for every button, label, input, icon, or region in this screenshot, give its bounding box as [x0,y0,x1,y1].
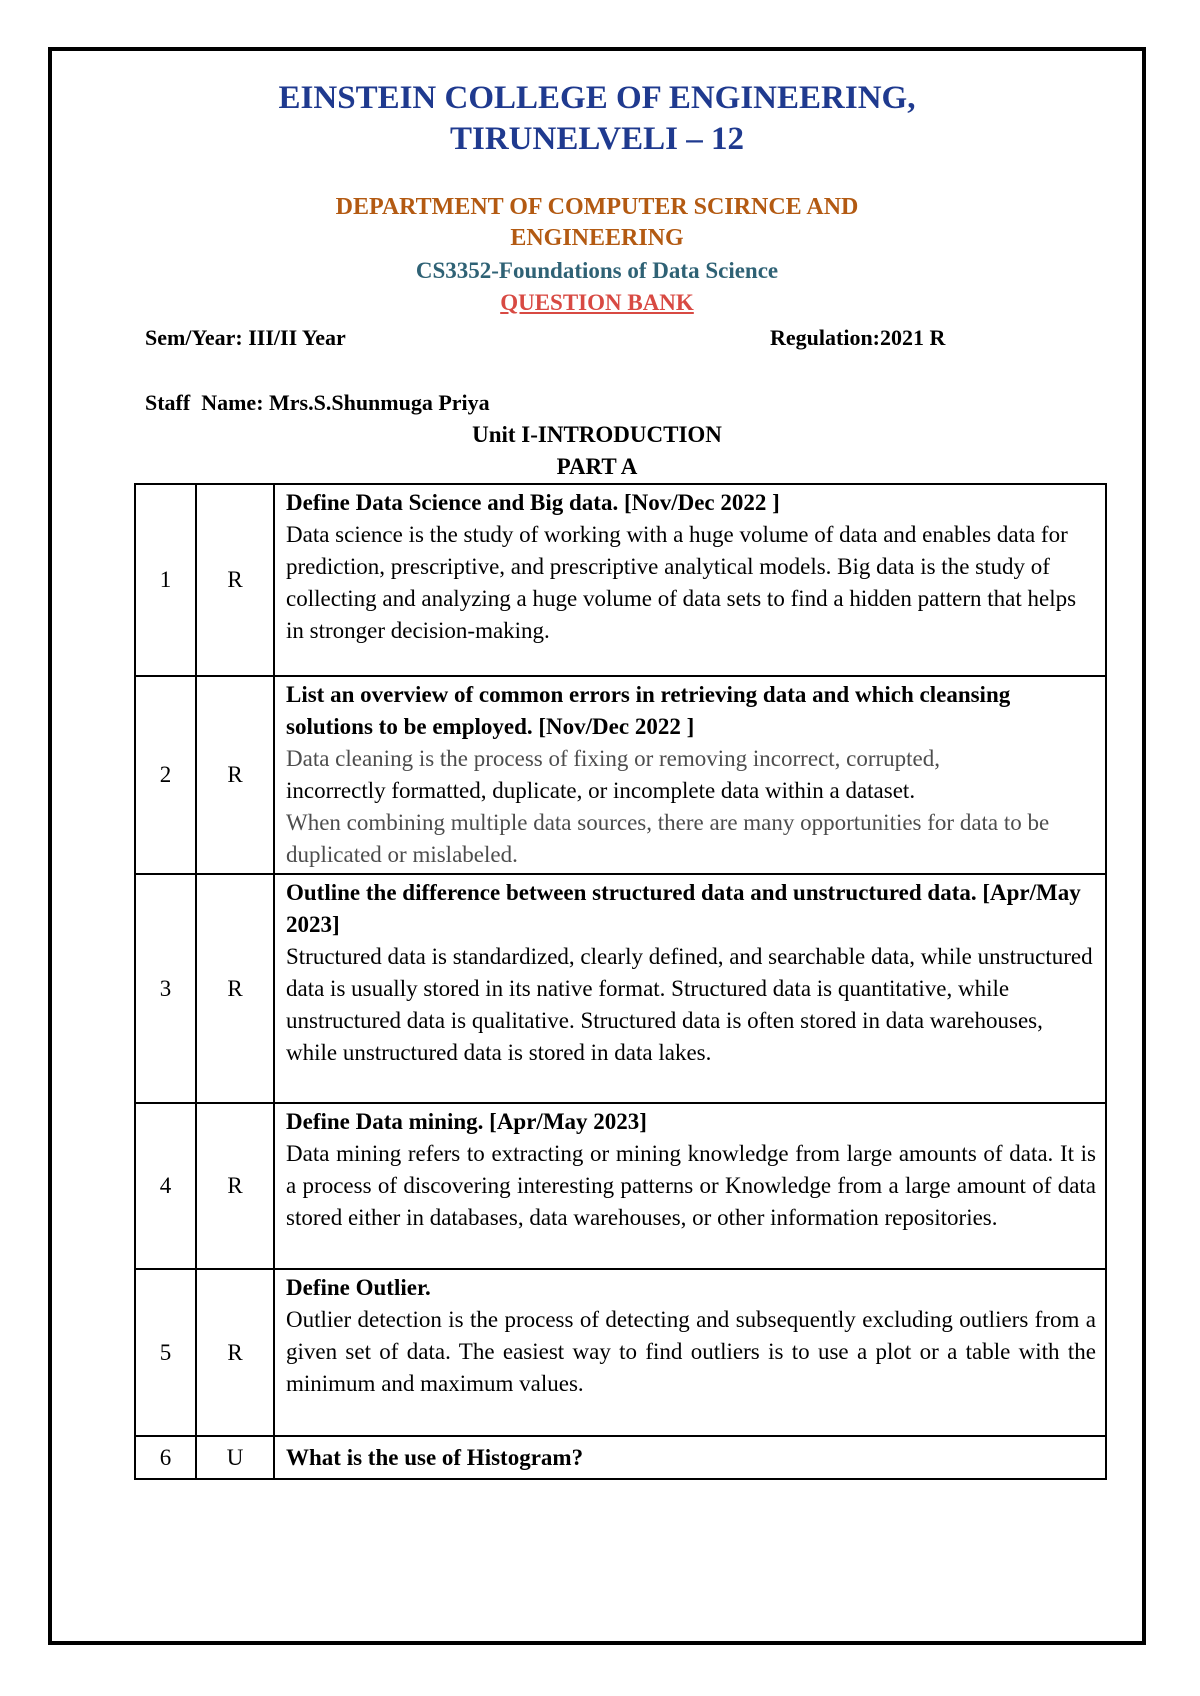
table-row [135,484,1106,676]
question-cell [274,1103,1106,1269]
question-cell [274,1436,1106,1479]
table-row [135,1436,1106,1479]
sem-year: Sem/Year: III/II Year [145,325,346,350]
question-level: R [196,1269,274,1436]
answer-text: Outlier detection is the process of detecting and subsequently excluding outliers from a given set of data. The easiest way to find outliers is to use a plot or a table with the minimum and maximum values. [286,1307,1096,1396]
question-cell [274,484,1106,676]
question-level: R [196,874,274,1103]
table-row [135,1103,1106,1269]
department-name-line2: ENGINEERING [510,225,684,251]
course-title: CS3352-Foundations of Data Science [415,258,779,283]
question-cell [274,874,1106,1103]
department-name-line1: DEPARTMENT OF COMPUTER SCIRNCE AND [335,194,859,220]
question-level: U [196,1436,274,1479]
question-number: 2 [135,676,196,874]
answer-text: Data mining refers to extracting or mining knowledge from large amounts of data. It is a process of discovering interesting patterns or Knowledge from a large amount of data stored either in databases, data warehouses, or other information repositories. [286,1141,1096,1230]
question-number: 5 [135,1269,196,1436]
answer-text: Data cleaning is the process of fixing or removing incorrect, corrupted, [286,746,940,771]
answer-text: When combining multiple data sources, there are many opportunities for data to be duplicated or mislabeled. [286,810,1050,867]
staff-name: Staff Name: Mrs.S.Shunmuga Priya [145,390,490,415]
question-number: 6 [135,1436,196,1479]
department-name [48,192,1146,254]
college-name [48,78,1146,160]
answer-text: Data science is the study of working with a huge volume of data and enables data for prediction, prescriptive, and prescriptive analytical models. Big data is the study of collecting and analyzing a huge volume of data sets to find a hidden pattern that helps in stronger decision-making. [286,522,1077,643]
question-text: Define Data mining. [Apr/May 2023] [286,1109,647,1134]
question-level: R [196,676,274,874]
question-cell [274,1269,1106,1436]
answer-text: Structured data is standardized, clearly defined, and searchable data, while unstructured data is usually stored in its native format. Structured data is quantitative, while unstructured data is qualitative. Structured data is often stored in data warehouses, while unstructured data is stored in data lakes. [286,944,1093,1065]
question-cell [274,676,1106,874]
question-number: 3 [135,874,196,1103]
question-text: Outline the difference between structured data and unstructured data. [Apr/May 2023] [286,880,1081,937]
question-number: 1 [135,484,196,676]
college-name-line2: TIRUNELVELI – 12 [449,121,745,157]
question-number: 4 [135,1103,196,1269]
question-table [134,483,1107,1480]
unit-title: Unit I-INTRODUCTION [472,422,722,447]
question-text: List an overview of common errors in retrieving data and which cleansing solutions to be employed. [Nov/Dec 2022 ] [286,682,1011,739]
part-title: PART A [556,454,638,479]
answer-text: incorrectly formatted, duplicate, or incomplete data within a dataset. [286,778,916,803]
question-text: Define Data Science and Big data. [Nov/Dec 2022 ] [286,490,780,515]
college-name-line1: EINSTEIN COLLEGE OF ENGINEERING, [278,80,916,116]
question-level: R [196,484,274,676]
table-row [135,874,1106,1103]
question-level: R [196,1103,274,1269]
table-row [135,676,1106,874]
question-text: What is the use of Histogram? [286,1444,584,1470]
table-row [135,1269,1106,1436]
regulation: Regulation:2021 R [770,325,946,350]
document-type: QUESTION BANK [500,290,694,315]
question-text: Define Outlier. [286,1275,431,1300]
